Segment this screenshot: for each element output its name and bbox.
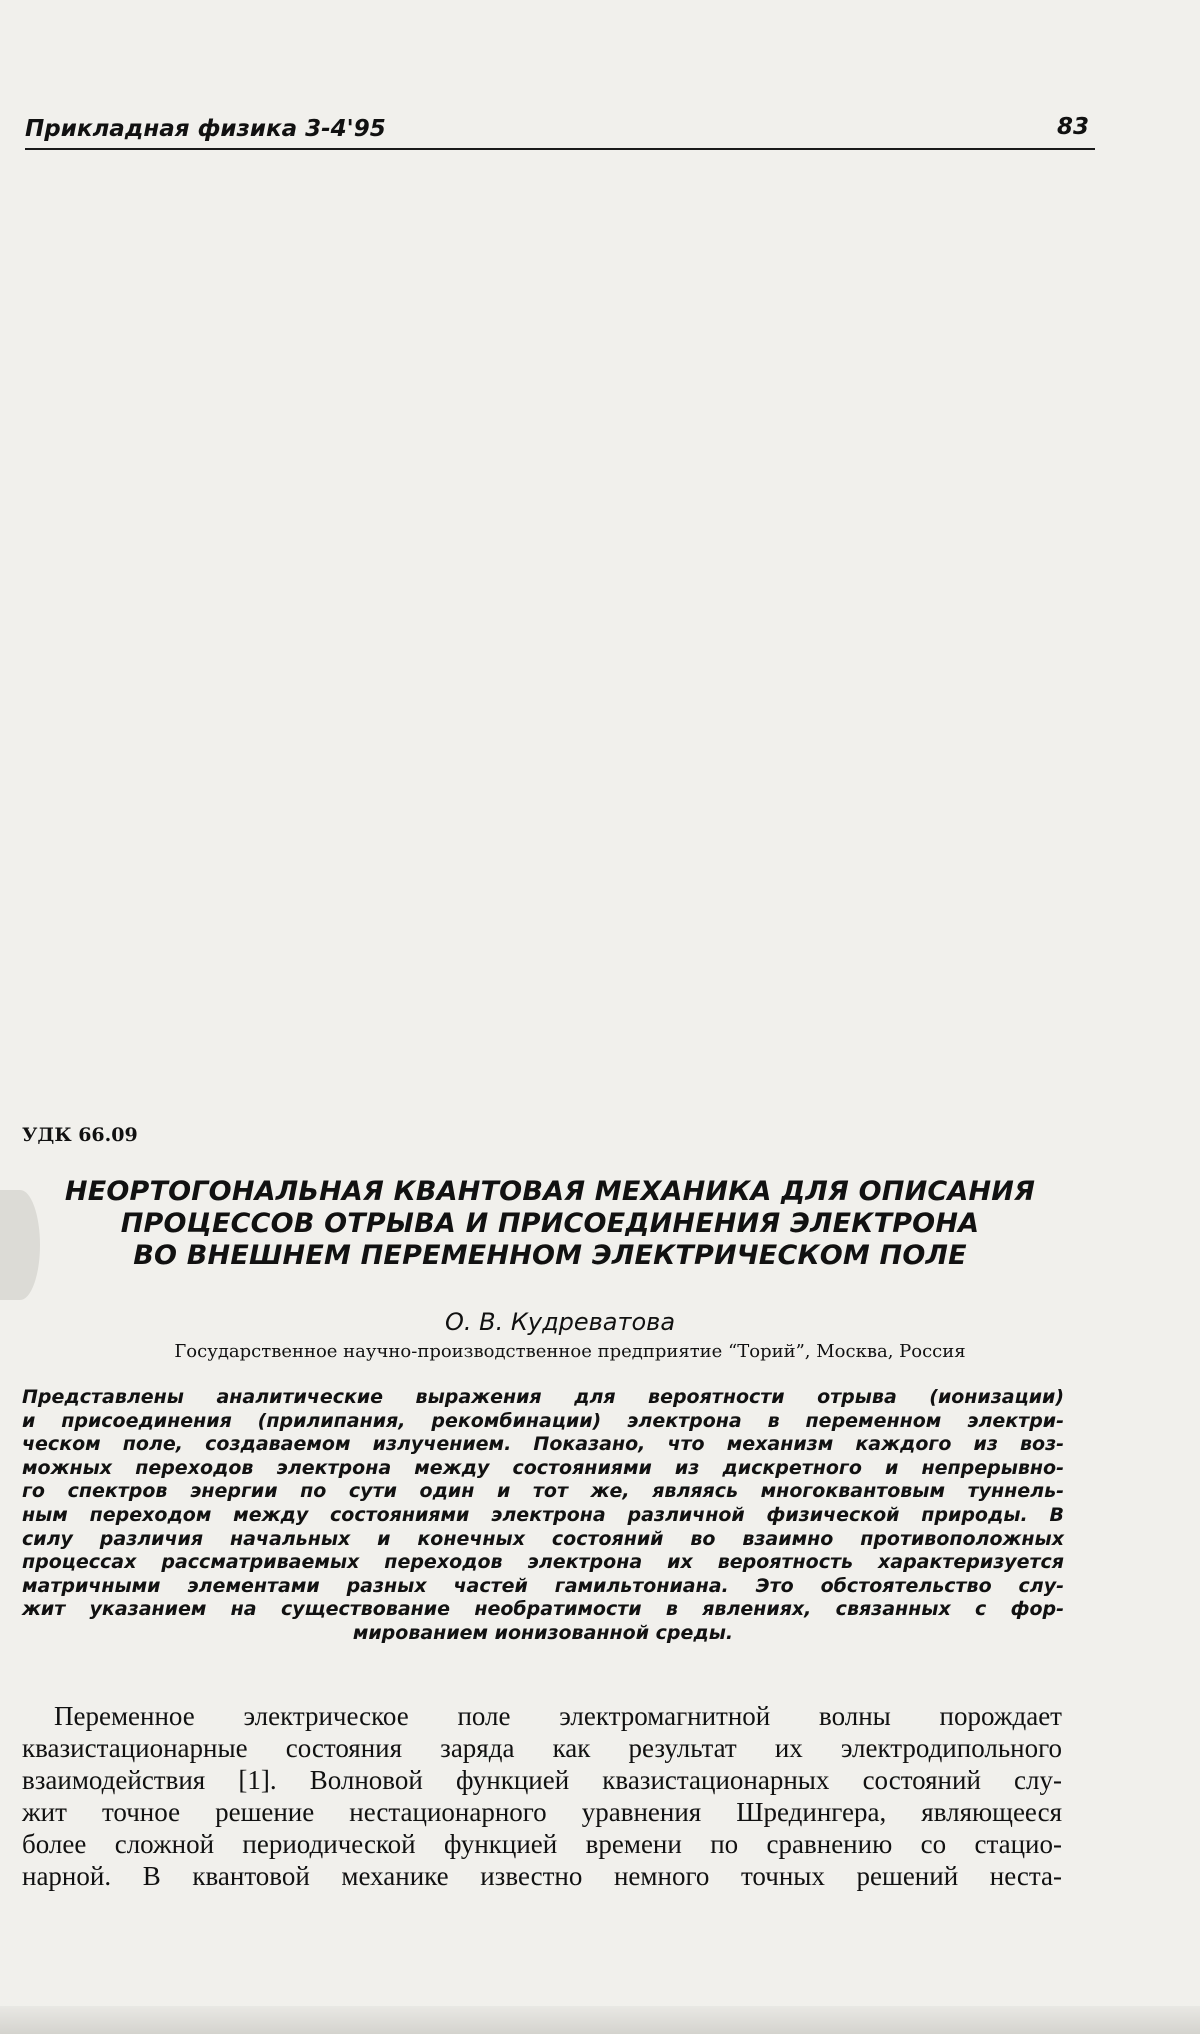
abstract-line: процессах рассматриваемых переходов электрона их вероятность характеризуется [22, 1551, 1064, 1574]
title-line: НЕОРТОГОНАЛЬНАЯ КВАНТОВАЯ МЕХАНИКА ДЛЯ ОПИСАНИЯ [64, 1176, 1036, 1207]
body-text [22, 1700, 1062, 1892]
author-name: О. В. Кудреватова [444, 1308, 676, 1336]
abstract-line: силу различия начальных и конечных состояний во взаимно противоположных [22, 1527, 1064, 1550]
article-title [40, 1176, 1060, 1272]
udk-code: УДК 66.09 [22, 1124, 138, 1146]
abstract-line: го спектров энергии по сути один и тот же, являясь многоквантовым туннель- [22, 1480, 1064, 1503]
abstract-line: матричными элементами разных частей гамильтониана. Это обстоятельство слу- [22, 1574, 1064, 1597]
title-line: ПРОЦЕССОВ ОТРЫВА И ПРИСОЕДИНЕНИЯ ЭЛЕКТРОНА [120, 1208, 980, 1239]
scan-bottom-edge [0, 2006, 1200, 2034]
body-line: более сложной периодической функцией времени по сравнению со стацио- [22, 1829, 1062, 1859]
abstract-line: ным переходом между состояниями электрона различной физической природы. В [22, 1503, 1064, 1526]
abstract-line: ческом поле, создаваемом излучением. Показано, что механизм каждого из воз- [22, 1433, 1064, 1456]
abstract-line: можных переходов электрона между состояниями из дискретного и непрерывно- [22, 1456, 1064, 1479]
scan-smudge [0, 1190, 40, 1300]
author-affiliation: Государственное научно-производственное предприятие “Торий”, Москва, Россия [174, 1341, 966, 1362]
abstract-line: жит указанием на существование необратимости в явлениях, связанных с фор- [22, 1598, 1064, 1621]
journal-name: Прикладная физика 3-4'95 [25, 116, 386, 142]
abstract-line: Представлены аналитические выражения для вероятности отрыва (ионизации) [22, 1386, 1064, 1408]
title-line: ВО ВНЕШНЕМ ПЕРЕМЕННОМ ЭЛЕКТРИЧЕСКОМ ПОЛЕ [133, 1240, 967, 1271]
abstract-line: и присоединения (прилипания, рекомбинации) электрона в переменном электри- [22, 1409, 1064, 1432]
body-line: Переменное электрическое поле электромагнитной волны порождает [54, 1701, 1062, 1731]
body-line: квазистационарные состояния заряда как результат их электродипольного [22, 1733, 1062, 1763]
abstract-line: мированием ионизованной среды. [352, 1621, 734, 1644]
abstract [22, 1386, 1064, 1646]
body-line: нарной. В квантовой механике известно немного точных решений неста- [22, 1861, 1062, 1891]
body-line: жит точное решение нестационарного уравнения Шредингера, являющееся [22, 1797, 1062, 1827]
body-line: взаимодействия [1]. Волновой функцией квазистационарных состояний слу- [22, 1765, 1062, 1795]
running-header [25, 116, 1095, 150]
page-number: 83 [1056, 114, 1089, 140]
